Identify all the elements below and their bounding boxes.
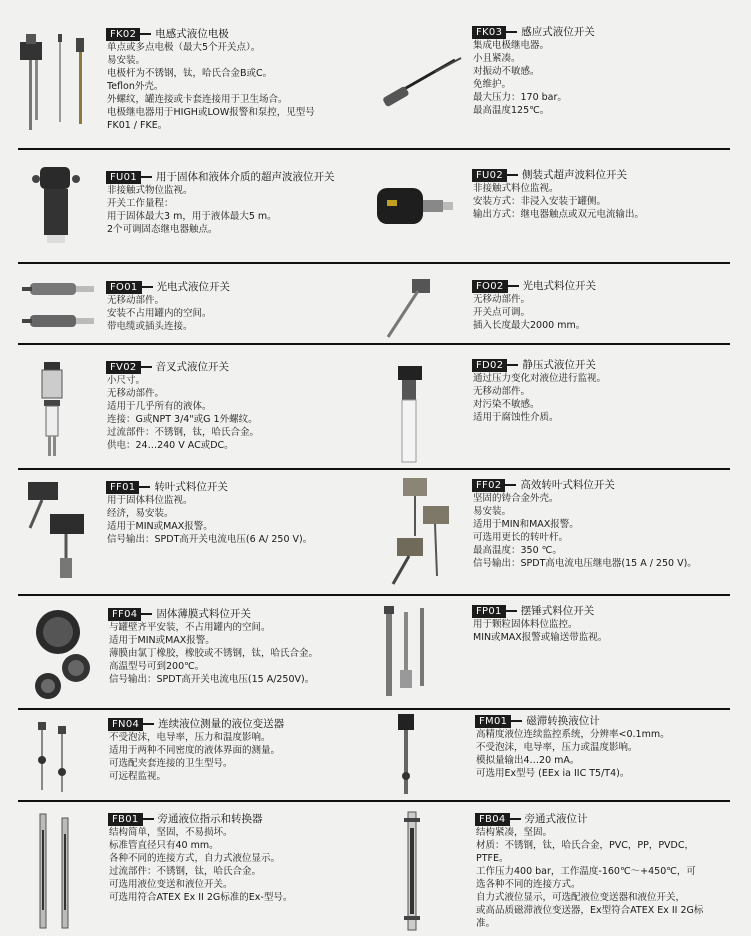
spec-line: 无移动部件。 bbox=[107, 295, 165, 306]
fu01-product-image bbox=[28, 165, 84, 245]
product-code: FU02 bbox=[472, 169, 507, 182]
spec-line: 标准管直径只有40 mm。 bbox=[109, 840, 219, 851]
spec-line: 高精度液位连续监控系统，分辨率<0.1mm。 bbox=[476, 729, 670, 740]
spec-line: 适用于几乎所有的液体。 bbox=[107, 401, 212, 412]
spec-line: 无移动部件。 bbox=[473, 294, 531, 305]
spec-line: 插入长度最大2000 mm。 bbox=[473, 320, 586, 331]
product-fu02 bbox=[472, 168, 644, 221]
spec-line: 非接触式料位监视。 bbox=[473, 183, 559, 194]
product-code: FD02 bbox=[472, 359, 507, 372]
spec-line: 适用于腐蚀性介质。 bbox=[473, 412, 559, 423]
product-fm01 bbox=[475, 714, 670, 780]
product-fb01 bbox=[108, 812, 292, 904]
spec-line: 无移动部件。 bbox=[107, 388, 165, 399]
spec-line: 对污染不敏感。 bbox=[473, 399, 540, 410]
product-fb04 bbox=[475, 812, 703, 930]
spec-line: 不受泡沫，电导率，压力或温度影响。 bbox=[476, 742, 638, 753]
product-code: FF02 bbox=[472, 479, 505, 492]
spec-line: 薄膜由氯丁橡胶，橡胶或不锈钢，钛，哈氏合金。 bbox=[109, 648, 319, 659]
spec-line: 准。 bbox=[476, 918, 496, 929]
spec-line: 经济，易安装。 bbox=[107, 508, 174, 519]
spec-line: 或高品质磁滞液位变送器，Ex型符合ATEX Ex II 2G标 bbox=[476, 905, 704, 916]
spec-line: 非接触式物位监视。 bbox=[107, 185, 193, 196]
spec-line: 用于颗粒固体料位监控。 bbox=[473, 619, 578, 630]
spec-line: 适用于MIN和MAX报警。 bbox=[473, 519, 579, 530]
spec-line: 连接：G或NPT 3/4"或G 1外螺纹。 bbox=[107, 414, 258, 425]
spec-line: 免维护。 bbox=[473, 79, 512, 90]
spec-line: 各种不同的连接方式，自力式液位显示。 bbox=[109, 853, 281, 864]
spec-line: 易安装。 bbox=[473, 506, 512, 517]
ff01-product-image bbox=[20, 478, 90, 588]
spec-line: 单点或多点电极（最大5个开关点）。 bbox=[107, 42, 261, 53]
spec-line: PTFE。 bbox=[476, 853, 509, 864]
spec-line: 电极杆为不锈钢，钛，哈氏合金B或C。 bbox=[107, 68, 273, 79]
product-title: 光电式液位开关 bbox=[156, 280, 231, 293]
product-title: 摆锤式料位开关 bbox=[520, 604, 595, 617]
fo01-product-image bbox=[20, 277, 100, 335]
spec-line: 小尺寸。 bbox=[107, 375, 146, 386]
product-code: FN04 bbox=[108, 718, 143, 731]
spec-line: MIN或MAX报警或输送带监视。 bbox=[473, 632, 608, 643]
product-title: 感应式液位开关 bbox=[521, 25, 595, 38]
spec-line: 通过压力变化对液位进行监视。 bbox=[473, 373, 607, 384]
section-divider bbox=[18, 800, 730, 802]
ff04-product-image bbox=[28, 606, 98, 702]
spec-line: 坚固的铸合金外壳。 bbox=[473, 493, 559, 504]
product-fp01 bbox=[472, 604, 607, 644]
fp01-product-image bbox=[380, 604, 440, 700]
spec-line: 开关点可调。 bbox=[473, 307, 531, 318]
spec-line: 与罐壁齐平安装，不占用罐内的空间。 bbox=[109, 622, 271, 633]
spec-line: 信号输出：SPDT高开关电流电压(15 A/250V)。 bbox=[109, 674, 315, 685]
spec-line: 可选用液位变送和液位开关。 bbox=[109, 879, 233, 890]
fd02-product-image bbox=[390, 362, 440, 464]
fu02-product-image bbox=[375, 182, 455, 232]
product-title: 连续液位测量的液位变送器 bbox=[158, 717, 285, 730]
product-title: 音叉式液位开关 bbox=[155, 360, 230, 373]
product-title: 静压式液位开关 bbox=[522, 358, 596, 371]
spec-line: 过流部件：不锈钢，钛，哈氏合金。 bbox=[107, 427, 260, 438]
product-title: 转叶式料位开关 bbox=[154, 480, 228, 493]
product-title: 光电式料位开关 bbox=[522, 279, 597, 292]
spec-line: 适用于MIN或MAX报警。 bbox=[107, 521, 213, 532]
fn04-product-image bbox=[32, 716, 82, 796]
spec-line: 适用于两种不同密度的液体界面的测量。 bbox=[109, 745, 281, 756]
product-ff04 bbox=[108, 607, 318, 686]
product-title: 侧装式超声波料位开关 bbox=[522, 168, 627, 181]
product-fn04 bbox=[108, 717, 284, 783]
spec-line: 结构简单，坚固，不易损坏。 bbox=[109, 827, 233, 838]
product-title: 用于固体和液体介质的超声波液位开关 bbox=[156, 170, 335, 183]
product-fo01 bbox=[106, 280, 230, 333]
spec-line: 材质：不锈钢，钛，哈氏合金，PVC，PP，PVDC， bbox=[476, 840, 694, 851]
fb01-product-image bbox=[34, 810, 84, 934]
section-divider bbox=[18, 148, 730, 150]
product-fu01 bbox=[106, 170, 335, 236]
spec-line: 信号输出：SPDT高电流电压继电器(15 A / 250 V)。 bbox=[473, 558, 697, 569]
spec-line: 集成电极继电器。 bbox=[473, 40, 550, 51]
spec-line: 供电：24…240 V AC或DC。 bbox=[107, 440, 234, 451]
spec-line: 可远程监视。 bbox=[109, 771, 167, 782]
spec-line: 用于固体最大3 m，用于液体最大5 m。 bbox=[107, 211, 277, 222]
product-fo02 bbox=[472, 279, 596, 332]
spec-line: 可选用Ex型号 (EEx ia IIC T5/T4)。 bbox=[476, 768, 630, 779]
spec-line: 电极继电器用于HIGH或LOW报警和泵控，见型号 bbox=[107, 107, 315, 118]
product-code: FO01 bbox=[106, 281, 142, 294]
spec-line: 小且紧凑。 bbox=[473, 53, 521, 64]
product-fk03 bbox=[472, 25, 595, 117]
product-code: FF04 bbox=[108, 608, 141, 621]
spec-line: 工作压力400 bar，工作温度-160℃～+450℃，可 bbox=[476, 866, 696, 877]
spec-line: 模拟量输出4…20 mA。 bbox=[476, 755, 580, 766]
product-code: FM01 bbox=[475, 715, 511, 728]
product-code: FU01 bbox=[106, 171, 141, 184]
spec-line: 安装不占用罐内的空间。 bbox=[107, 308, 212, 319]
product-title: 高效转叶式料位开关 bbox=[520, 478, 615, 491]
spec-line: 过流部件：不锈钢，钛，哈氏合金。 bbox=[109, 866, 262, 877]
spec-line: 可选配夹套连接的卫生型号。 bbox=[109, 758, 233, 769]
product-title: 磁滞转换液位计 bbox=[526, 714, 600, 727]
spec-line: 2个可调固态继电器触点。 bbox=[107, 224, 218, 235]
fo02-product-image bbox=[380, 275, 440, 340]
spec-line: 开关工作量程： bbox=[107, 198, 174, 209]
product-ff01 bbox=[106, 480, 312, 546]
fk02-product-image bbox=[14, 28, 96, 140]
product-code: FK02 bbox=[106, 28, 140, 41]
spec-line: 信号输出：SPDT高开关电流电压(6 A/ 250 V)。 bbox=[107, 534, 313, 545]
spec-line: 不受泡沫，电导率，压力和温度影响。 bbox=[109, 732, 271, 743]
product-code: FO02 bbox=[472, 280, 508, 293]
product-ff02 bbox=[472, 478, 697, 570]
section-divider bbox=[18, 262, 730, 264]
product-code: FV02 bbox=[106, 361, 141, 374]
product-title: 电感式液位电极 bbox=[155, 27, 229, 40]
section-divider bbox=[18, 343, 730, 345]
spec-line: 外螺纹，罐连接或卡套连接用于卫生场合。 bbox=[107, 94, 288, 105]
fm01-product-image bbox=[392, 712, 422, 798]
product-fv02 bbox=[106, 360, 259, 452]
spec-line: 带电缆或插头连接。 bbox=[107, 321, 193, 332]
product-fd02 bbox=[472, 358, 606, 424]
spec-line: 结构紧凑，坚固。 bbox=[476, 827, 553, 838]
section-divider bbox=[18, 708, 730, 710]
product-title: 旁通液位指示和转换器 bbox=[157, 812, 263, 825]
fv02-product-image bbox=[30, 360, 74, 460]
spec-line: FK01 / FKE。 bbox=[107, 120, 168, 131]
ff02-product-image bbox=[385, 476, 455, 588]
spec-line: 最高温度125℃。 bbox=[473, 105, 550, 116]
spec-line: 自力式液位显示，可选配液位变送器和液位开关， bbox=[476, 892, 686, 903]
product-code: FP01 bbox=[472, 605, 506, 618]
spec-line: 选各种不同的连接方式。 bbox=[476, 879, 581, 890]
spec-line: 最大压力：170 bar。 bbox=[473, 92, 567, 103]
product-title: 固体薄膜式料位开关 bbox=[156, 607, 251, 620]
spec-line: 可选用更长的转叶杆。 bbox=[473, 532, 569, 543]
spec-line: Teflon外壳。 bbox=[107, 81, 164, 92]
product-fk02 bbox=[106, 27, 315, 132]
spec-line: 高温型号可到200℃。 bbox=[109, 661, 205, 672]
fk03-product-image bbox=[375, 50, 465, 110]
section-divider bbox=[18, 468, 730, 470]
spec-line: 易安装。 bbox=[107, 55, 146, 66]
section-divider bbox=[18, 594, 730, 596]
product-title: 旁通式液位计 bbox=[524, 812, 588, 825]
spec-line: 可选用符合ATEX Ex II 2G标准的Ex-型号。 bbox=[109, 892, 293, 903]
spec-line: 安装方式：非浸入安装于罐侧。 bbox=[473, 196, 607, 207]
product-code: FB01 bbox=[108, 813, 143, 826]
product-code: FK03 bbox=[472, 26, 506, 39]
spec-line: 适用于MIN或MAX报警。 bbox=[109, 635, 215, 646]
spec-line: 最高温度：350 ℃。 bbox=[473, 545, 562, 556]
product-code: FF01 bbox=[106, 481, 139, 494]
spec-line: 输出方式：继电器触点或双元电流输出。 bbox=[473, 209, 645, 220]
spec-line: 用于固体料位监视。 bbox=[107, 495, 193, 506]
fb04-product-image bbox=[396, 808, 430, 934]
spec-line: 无移动部件。 bbox=[473, 386, 531, 397]
spec-line: 对振动不敏感。 bbox=[473, 66, 540, 77]
product-code: FB04 bbox=[475, 813, 510, 826]
